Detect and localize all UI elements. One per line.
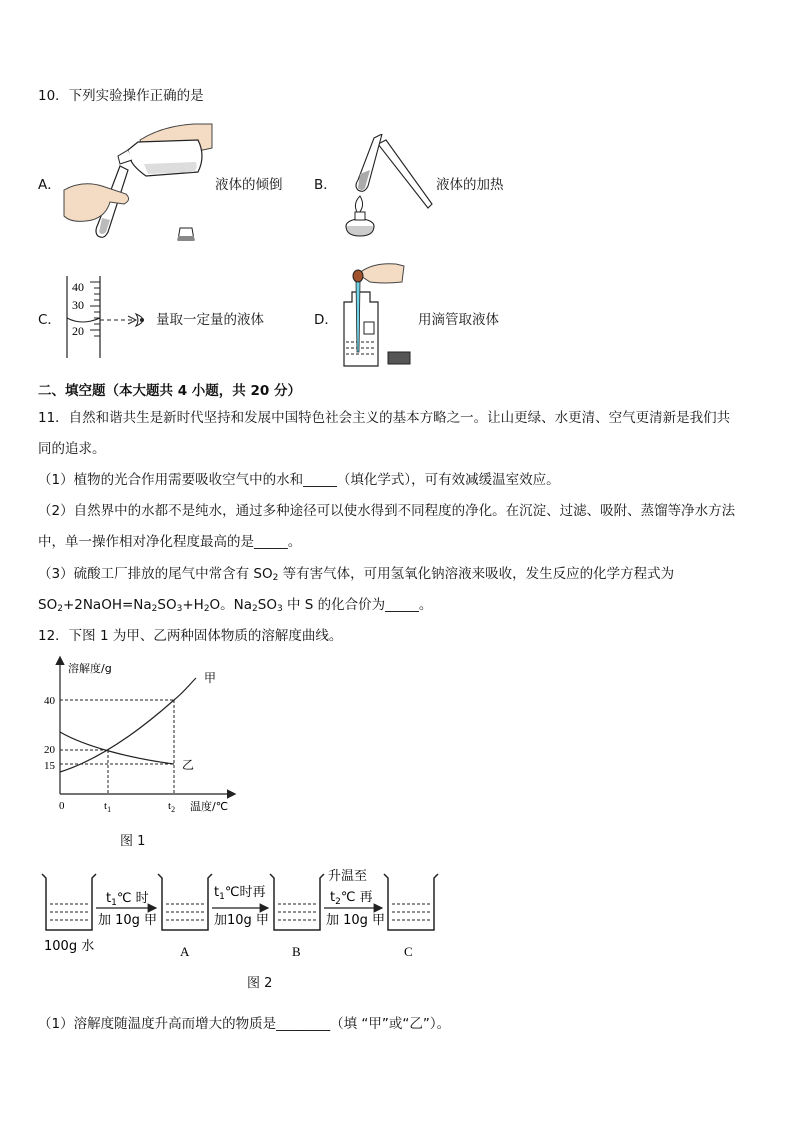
- origin-label: 0: [59, 800, 65, 812]
- dissolving-process-diagram: [38, 864, 448, 960]
- step3-heat: 升温至: [328, 869, 368, 884]
- option-b-caption: 液体的加热: [436, 177, 504, 193]
- step2-condition: $t_1℃$时再: [214, 885, 266, 902]
- q11-part2-line2: 中，单一操作相对净化程度最高的是_____。: [38, 534, 302, 550]
- step1-condition: $t_1℃$ 时: [106, 891, 149, 908]
- x-axis-label: 温度/℃: [190, 800, 229, 813]
- y-tick-20: 20: [44, 744, 55, 756]
- q11-stem-line1: 11．自然和谐共生是新时代坚持和发展中国特色社会主义的基本方略之一。让山更绿、水更清、空气更清新是我们共: [38, 410, 731, 426]
- q11-part3-line2: $SO_2+2NaOH=Na_2SO_3+H_2O$。$Na_2SO_3$ 中 S 的化合价为_____。: [38, 597, 433, 614]
- series-label-jia: 甲: [204, 671, 217, 685]
- cylinder-tick-40: 40: [72, 280, 84, 294]
- beaker-c-label: C: [404, 944, 413, 959]
- y-axis-label: 溶解度/g: [68, 662, 112, 675]
- cylinder-tick-20: 20: [72, 324, 84, 338]
- q11-part2-line1: （2）自然界中的水都不是纯水，通过多种途径可以使水得到不同程度的净化。在沉淀、过滤、吸附、蒸馏等净水方法: [38, 503, 736, 519]
- beaker-a-label: A: [180, 944, 190, 959]
- curve-jia: [60, 678, 196, 772]
- series-label-yi: 乙: [182, 758, 195, 772]
- graduated-cylinder-reading-illustration: [62, 276, 154, 360]
- figure1-caption: 图 1: [120, 834, 146, 849]
- step3-condition: $t_2℃$ 再: [330, 890, 373, 907]
- start-beaker-label: 100g 水: [44, 939, 95, 954]
- solubility-curve-figure: [38, 654, 258, 826]
- beaker-b-label: B: [292, 944, 301, 959]
- step3-addition: 加 10g 甲: [326, 913, 386, 928]
- option-c-caption: 量取一定量的液体: [156, 312, 264, 328]
- section2-heading: 二、填空题（本大题共 4 小题，共 20 分）: [38, 383, 301, 399]
- option-b-letter: B．: [314, 177, 337, 193]
- option-a-letter: A．: [38, 177, 61, 193]
- q11-part1: （1）植物的光合作用需要吸收空气中的水和_____（填化学式），可有效减缓温室效应。: [38, 472, 560, 488]
- option-a-caption: 液体的倾倒: [215, 177, 283, 193]
- curve-yi: [60, 732, 174, 764]
- beaker-b: [270, 874, 324, 930]
- liquid-heating-illustration: [338, 134, 436, 238]
- q11-stem-line2: 同的追求。: [38, 441, 106, 457]
- option-c-letter: C．: [38, 312, 61, 328]
- option-d-caption: 用滴管取液体: [418, 312, 499, 328]
- q12-part1: （1）溶解度随温度升高而增大的物质是________（填 “甲”或“乙”）。: [38, 1016, 451, 1032]
- y-tick-40: 40: [44, 695, 55, 707]
- option-d-letter: D．: [314, 312, 338, 328]
- q10-stem: 10．下列实验操作正确的是: [38, 88, 204, 104]
- q11-part3-line1: （3）硫酸工厂排放的尾气中常含有 $SO_2$ 等有害气体，可用氢氧化钠溶液来吸收，发生反应的化学方程式为: [38, 566, 675, 583]
- liquid-pouring-illustration: [62, 120, 214, 250]
- figure2-caption: 图 2: [247, 976, 273, 991]
- x-tick-t1: $t_1$: [104, 800, 112, 814]
- y-tick-15: 15: [44, 760, 55, 772]
- cylinder-tick-30: 30: [72, 298, 84, 312]
- dropper-illustration: [338, 262, 416, 368]
- q12-stem: 12．下图 1 为甲、乙两种固体物质的溶解度曲线。: [38, 628, 343, 644]
- beaker-start: [42, 874, 96, 930]
- step1-addition: 加 10g 甲: [98, 913, 158, 928]
- step2-addition: 加10g 甲: [214, 913, 269, 928]
- beaker-c: [384, 874, 438, 930]
- x-tick-t2: $t_2$: [168, 800, 176, 814]
- beaker-a: [158, 874, 212, 930]
